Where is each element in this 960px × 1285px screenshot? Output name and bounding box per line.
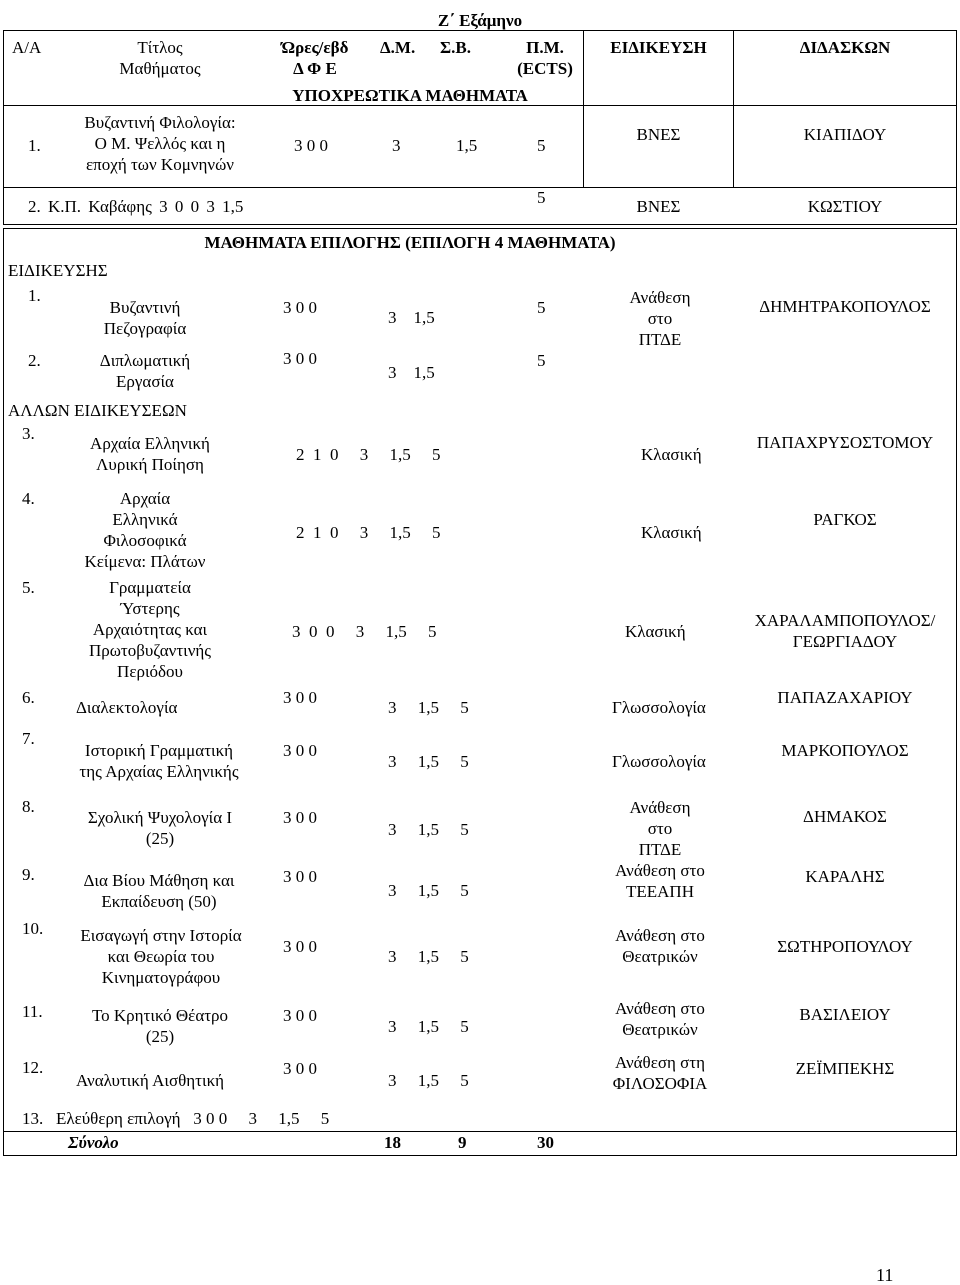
course-num: 9. <box>22 865 35 884</box>
semester-title: Ζ΄ Εξάμηνο <box>437 11 523 30</box>
header-title: Τίτλος Μαθήματος <box>119 38 201 78</box>
course-teacher: ΔΗΜΗΤΡΑΚΟΠΟΥΛΟΣ <box>759 297 931 316</box>
course-num: 4. <box>22 489 35 508</box>
course-row: 3 0 0 3 1,5 5 <box>292 622 437 641</box>
course-row: 13. Ελεύθερη επιλογή 3 0 0 3 1,5 5 <box>22 1109 330 1128</box>
course-title: Βυζαντινή Φιλολογία: Ο Μ. Ψελλός και η εποχή των Κομνηνών <box>84 113 236 174</box>
course-ects: 5 <box>537 351 546 370</box>
course-hours: 3 0 0 <box>283 298 317 317</box>
course-row: 3 1,5 5 <box>388 698 469 717</box>
header-teachers: ΔΙΔΑΣΚΩΝ <box>799 38 891 57</box>
course-specialty: Κλασική <box>641 523 702 542</box>
compulsory-title: ΥΠΟΧΡΕΩΤΙΚΑ ΜΑΘΗΜΑΤΑ <box>292 86 528 105</box>
course-title: Σχολική Ψυχολογία Ι (25) <box>87 808 233 848</box>
course-teacher: ΣΩΤΗΡΟΠΟΥΛΟΥ <box>777 937 913 956</box>
course-title: Το Κρητικό Θέατρο (25) <box>91 1006 229 1046</box>
total-dm: 18 <box>384 1133 401 1152</box>
course-num: 11. <box>22 1002 43 1021</box>
course-title: Διπλωματική Εργασία <box>99 351 191 391</box>
course-hours: 3 0 0 <box>283 1059 317 1078</box>
course-dm-sv: 3 1,5 <box>388 308 435 327</box>
course-title: Γραμματεία Ύστερης Αρχαιότητας και Πρωτοβυζαντινής Περιόδου <box>88 578 212 681</box>
course-row: 3 1,5 5 <box>388 1071 469 1090</box>
course-title: Διαλεκτολογία <box>76 698 178 717</box>
course-teacher: ΖΕΪΜΠΕΚΗΣ <box>795 1059 895 1078</box>
course-ects: 5 <box>537 136 546 155</box>
column-divider <box>733 30 734 188</box>
course-specialty: Γλωσσολογία <box>612 752 706 771</box>
column-divider <box>583 30 584 188</box>
header-ects: Π.Μ. (ECTS) <box>517 38 573 78</box>
course-title: Εισαγωγή στην Ιστορία και Θεωρία του Κινηματογράφου <box>80 926 242 987</box>
header-sv: Σ.Β. <box>440 38 471 57</box>
course-row: 3 1,5 5 <box>388 752 469 771</box>
total-ects: 30 <box>537 1133 554 1152</box>
electives-title: ΜΑΘΗΜΑΤΑ ΕΠΙΛΟΓΗΣ (ΕΠΙΛΟΓΗ 4 ΜΑΘΗΜΑΤΑ) <box>204 233 616 252</box>
course-title: Βυζαντινή Πεζογραφία <box>103 298 187 338</box>
course-num: 1. <box>28 286 41 305</box>
course-dm-sv: 3 1,5 <box>388 363 435 382</box>
header-num: Α/Α <box>12 38 42 57</box>
course-hours: 3 0 0 <box>283 1006 317 1025</box>
header-hours: Ώρες/εβδ Δ Φ Ε <box>281 38 349 78</box>
course-specialty: Ανάθεση στη ΦΙΛΟΣΟΦΙΑ <box>612 1053 708 1093</box>
total-divider <box>3 1131 956 1132</box>
course-num: 12. <box>22 1058 44 1077</box>
course-teacher: ΒΑΣΙΛΕΙΟΥ <box>799 1005 891 1024</box>
course-specialty: Κλασική <box>625 622 686 641</box>
course-teacher: ΜΑΡΚΟΠΟΥΛΟΣ <box>781 741 909 760</box>
course-ects: 5 <box>537 298 546 317</box>
course-num: 1. <box>28 136 41 155</box>
total-label: Σύνολο <box>68 1133 119 1152</box>
course-specialty: Ανάθεση στο ΤΕΕΑΠΗ <box>615 861 705 901</box>
course-num: 6. <box>22 688 35 707</box>
course-hours: 3 0 0 <box>283 867 317 886</box>
course-dm: 3 <box>392 136 401 155</box>
course-hours: 3 0 0 <box>283 808 317 827</box>
course-row: 3 1,5 5 <box>388 947 469 966</box>
course-title: Δια Βίου Μάθηση και Εκπαίδευση (50) <box>83 871 235 911</box>
course-teacher: ΚΑΡΑΛΗΣ <box>805 867 885 886</box>
course-row: 3 1,5 5 <box>388 881 469 900</box>
row-divider <box>3 187 956 188</box>
course-hours: 3 0 0 <box>283 937 317 956</box>
course-specialty: ΒΝΕΣ <box>636 125 681 144</box>
course-ects: 5 <box>537 188 546 207</box>
specialty-group-label: ΕΙΔΙΚΕΥΣΗΣ <box>8 261 108 280</box>
course-num: 2. <box>28 351 41 370</box>
course-hours: 3 0 0 <box>283 741 317 760</box>
other-specialties-label: ΑΛΛΩΝ ΕΙΔΙΚΕΥΣΕΩΝ <box>8 401 187 420</box>
course-teacher: ΚΙΑΠΙΔΟΥ <box>803 125 887 144</box>
page-number: 11 <box>876 1265 894 1285</box>
header-specialty: ΕΙΔΙΚΕΥΣΗ <box>610 38 707 57</box>
course-row: 2. Κ.Π. Καβάφης 3 0 0 3 1,5 <box>28 197 244 216</box>
course-specialty: Γλωσσολογία <box>612 698 706 717</box>
course-hours: 3 0 0 <box>294 136 328 155</box>
course-teacher: ΠΑΠΑΧΡΥΣΟΣΤΟΜΟΥ <box>756 433 934 452</box>
course-specialty: Κλασική <box>641 445 702 464</box>
course-teacher: ΔΗΜΑΚΟΣ <box>803 807 887 826</box>
course-specialty: Ανάθεση στο ΠΤΔΕ <box>629 798 691 859</box>
course-hours: 3 0 0 <box>283 349 317 368</box>
course-num: 10. <box>22 919 44 938</box>
course-teacher: ΚΩΣΤΙΟΥ <box>807 197 883 216</box>
course-title: Αρχαία Ελληνικά Φιλοσοφικά Κείμενα: Πλάτων <box>84 489 206 571</box>
course-num: 5. <box>22 578 35 597</box>
course-num: 7. <box>22 729 35 748</box>
course-specialty: Ανάθεση στο ΠΤΔΕ <box>629 288 691 349</box>
course-specialty: Ανάθεση στο Θεατρικών <box>615 926 705 966</box>
course-row: 3 1,5 5 <box>388 820 469 839</box>
total-sv: 9 <box>458 1133 467 1152</box>
course-num: 8. <box>22 797 35 816</box>
course-title: Ιστορική Γραμματική της Αρχαίας Ελληνικής <box>79 741 239 781</box>
course-teacher: ΡΑΓΚΟΣ <box>813 510 877 529</box>
course-title: Αρχαία Ελληνική Λυρική Ποίηση <box>90 434 210 474</box>
course-hours: 3 0 0 <box>283 688 317 707</box>
course-row: 2 1 0 3 1,5 5 <box>296 523 441 542</box>
course-row: 3 1,5 5 <box>388 1017 469 1036</box>
header-dm: Δ.Μ. <box>380 38 416 57</box>
course-teacher: ΧΑΡΑΛΑΜΠΟΠΟΥΛΟΣ/ ΓΕΩΡΓΙΑΔΟΥ <box>754 611 936 651</box>
course-specialty: ΒΝΕΣ <box>636 197 681 216</box>
course-num: 3. <box>22 424 35 443</box>
course-sv: 1,5 <box>456 136 478 155</box>
course-title: Αναλυτική Αισθητική <box>76 1071 225 1090</box>
course-row: 2 1 0 3 1,5 5 <box>296 445 441 464</box>
course-specialty: Ανάθεση στο Θεατρικών <box>615 999 705 1039</box>
course-teacher: ΠΑΠΑΖΑΧΑΡΙΟΥ <box>777 688 913 707</box>
